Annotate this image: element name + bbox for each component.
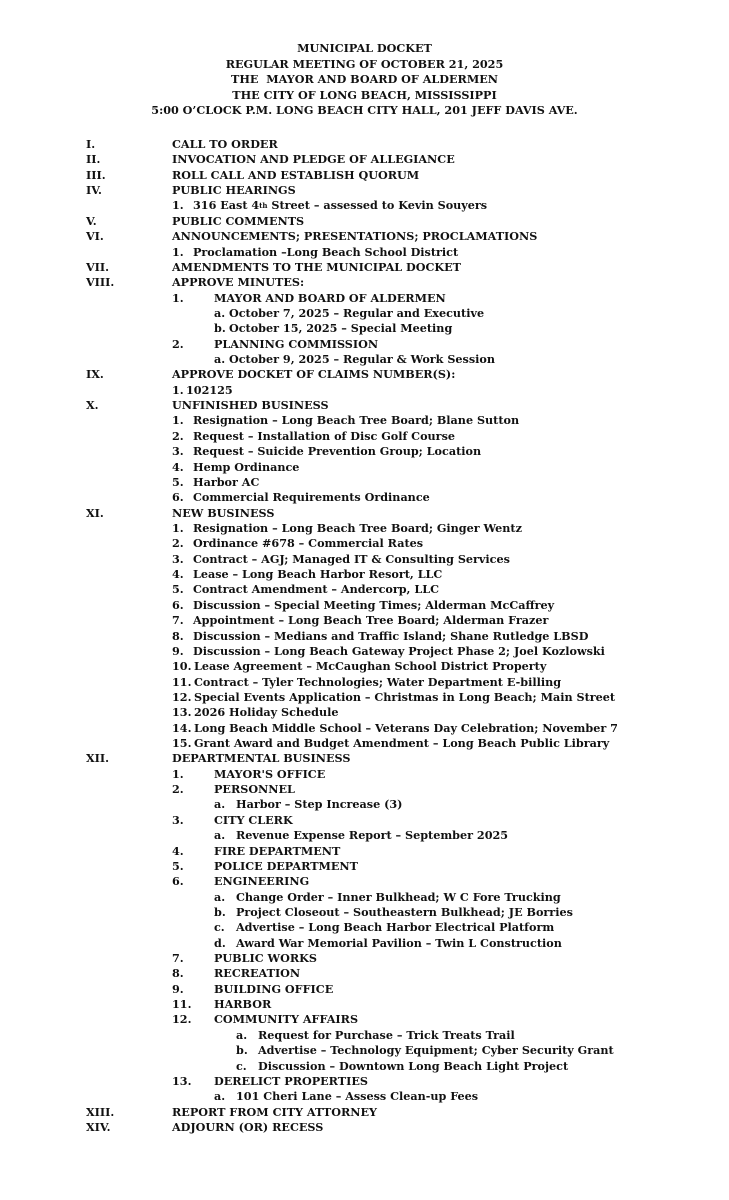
item-number: b. [236,1043,248,1058]
item-number: 4. [172,843,184,858]
agenda-item [0,874,729,889]
item-text: Hemp Ordinance [193,459,300,474]
section-numeral: XI. [86,505,104,520]
section-title: REPORT FROM CITY ATTORNEY [172,1104,378,1119]
agenda-section [0,275,729,290]
item-text: HARBOR [214,997,272,1012]
item-text: COMMUNITY AFFAIRS [214,1012,359,1027]
agenda-item [0,675,729,690]
agenda-item [0,321,729,336]
agenda-item [0,782,729,797]
section-title: PUBLIC HEARINGS [172,183,296,198]
item-text: POLICE DEPARTMENT [214,858,358,873]
item-number: 2. [172,536,184,551]
item-text: Harbor AC [193,474,260,489]
item-number: b. [214,904,226,919]
item-text: FIRE DEPARTMENT [214,843,341,858]
item-text: Change Order – Inner Bulkhead; W C Fore Trucking [236,889,561,904]
item-number: 12. [172,689,192,704]
item-number: 6. [172,490,184,505]
agenda-section [0,214,729,229]
agenda-item [0,567,729,582]
agenda-section [0,183,729,198]
item-text: Request – Installation of Disc Golf Course [193,428,455,443]
header-body: THE MAYOR AND BOARD OF ALDERMEN [231,72,498,86]
item-text: BUILDING OFFICE [214,981,334,996]
item-text: Advertise – Technology Equipment; Cyber Security Grant [258,1043,614,1058]
item-number: 5. [172,582,184,597]
section-title: ANNOUNCEMENTS; PRESENTATIONS; PROCLAMATIONS [172,229,538,244]
agenda-item [0,644,729,659]
docket-header [0,41,729,119]
agenda-item [0,521,729,536]
agenda-item [0,306,729,321]
item-number: 3. [172,551,184,566]
item-text: Contract – AGJ; Managed IT & Consulting Services [193,551,510,566]
agenda-section [0,506,729,521]
item-text: Discussion – Medians and Traffic Island; Shane Rutledge LBSD [193,628,589,643]
agenda-section [0,229,729,244]
agenda-section [0,751,729,766]
item-number: 1. [172,244,184,259]
item-text: Discussion – Special Meeting Times; Alderman McCaffrey [193,597,555,612]
section-numeral: I. [86,137,96,151]
item-number: a. [214,305,226,320]
agenda-item [0,444,729,459]
item-number: 13. [172,1073,192,1088]
item-text: Harbor – Step Increase (3) [236,797,403,812]
item-text: Proclamation –Long Beach School District [193,244,459,259]
agenda-item [0,613,729,628]
agenda-item [0,1012,729,1027]
item-number: 9. [172,981,184,996]
agenda-section [0,367,729,382]
item-number: c. [236,1058,247,1073]
item-text-suffix: Street – assessed to Kevin Souyers [267,198,488,213]
item-text: Resignation – Long Beach Tree Board; Ginger Wentz [193,520,522,535]
item-text: 2026 Holiday Schedule [194,705,339,720]
item-number: 4. [172,459,184,474]
section-numeral: VI. [86,229,104,244]
header-time-location: 5:00 O’CLOCK P.M. LONG BEACH CITY HALL, 201 JEFF DAVIS AVE. [151,103,578,117]
agenda-section [0,137,729,152]
section-numeral: VII. [86,259,110,274]
item-text: Award War Memorial Pavilion – Twin L Construction [236,935,562,950]
item-text: RECREATION [214,966,301,981]
agenda-item [0,859,729,874]
agenda-item [0,905,729,920]
item-number: a. [214,797,226,812]
section-title: CALL TO ORDER [172,137,278,151]
header-title: MUNICIPAL DOCKET [297,41,432,55]
section-numeral: III. [86,167,106,182]
item-text: 102125 [186,382,233,397]
agenda-item [0,890,729,905]
agenda-section [0,260,729,275]
item-number: 10. [172,659,192,674]
agenda-item [0,951,729,966]
item-text: Revenue Expense Report – September 2025 [236,828,509,843]
item-text: CITY CLERK [214,812,293,827]
item-text: October 9, 2025 – Regular & Work Session [229,352,495,367]
item-number: 12. [172,1012,192,1027]
item-number: 5. [172,858,184,873]
item-number: a. [214,352,226,367]
item-number: 13. [172,705,192,720]
agenda-item [0,337,729,352]
agenda-item [0,844,729,859]
section-title: ROLL CALL AND ESTABLISH QUORUM [172,167,420,182]
agenda-item [0,828,729,843]
agenda-item [0,705,729,720]
item-number: a. [236,1027,248,1042]
item-number: c. [214,920,225,935]
agenda-section [0,168,729,183]
agenda-item [0,291,729,306]
section-title: APPROVE MINUTES: [172,275,305,290]
section-title: UNFINISHED BUSINESS [172,398,329,413]
agenda-item [0,536,729,551]
item-text: PLANNING COMMISSION [214,336,379,351]
item-number: 2. [172,428,184,443]
section-title: ADJOURN (OR) RECESS [172,1120,324,1134]
agenda-item [0,383,729,398]
agenda-item [0,629,729,644]
item-number: 1. [172,766,184,781]
item-text: PERSONNEL [214,782,295,797]
item-number: a. [214,1089,226,1104]
agenda-item [0,582,729,597]
item-text: Lease Agreement – McCaughan School District Property [194,659,547,674]
section-title: AMENDMENTS TO THE MUNICIPAL DOCKET [172,259,461,274]
agenda-item [0,1074,729,1089]
agenda-item [0,352,729,367]
section-numeral: IV. [86,183,102,198]
item-number: 1. [172,382,184,397]
item-text: Long Beach Middle School – Veterans Day Celebration; November 7 [194,720,618,735]
item-number: 3. [172,444,184,459]
item-text: October 7, 2025 – Regular and Executive [229,305,485,320]
item-number: d. [214,935,226,950]
section-numeral: XIV. [86,1120,111,1134]
section-numeral: XII. [86,751,110,766]
agenda-item [0,598,729,613]
agenda-item [0,1043,729,1058]
agenda-item [0,736,729,751]
item-number: 2. [172,336,184,351]
item-number: 1. [172,520,184,535]
item-number: a. [214,889,226,904]
agenda-item [0,966,729,981]
item-number: 1. [172,290,184,305]
item-text: Lease – Long Beach Harbor Resort, LLC [193,567,443,582]
item-text: Grant Award and Budget Amendment – Long Beach Public Library [194,736,610,751]
agenda-section [0,1105,729,1120]
item-number: b. [214,321,226,336]
item-text-prefix: 316 East 4 [193,198,260,213]
item-text: MAYOR'S OFFICE [214,766,326,781]
item-text: Resignation – Long Beach Tree Board; Blane Sutton [193,413,520,428]
agenda-item [0,690,729,705]
header-city: THE CITY OF LONG BEACH, MISSISSIPPI [232,87,497,102]
agenda-item [0,813,729,828]
item-number: 15. [172,736,192,751]
item-number: 4. [172,567,184,582]
section-numeral: X. [86,398,99,413]
item-text: Ordinance #678 – Commercial Rates [193,536,424,551]
section-title: DEPARTMENTAL BUSINESS [172,751,351,766]
agenda-item [0,460,729,475]
item-number: 9. [172,643,184,658]
item-text: PUBLIC WORKS [214,951,317,966]
item-text: Request for Purchase – Trick Treats Trail [258,1027,515,1042]
agenda-section [0,152,729,167]
agenda-item [0,936,729,951]
item-number: 6. [172,597,184,612]
agenda-item [0,413,729,428]
item-text: ENGINEERING [214,874,310,889]
agenda-item [0,797,729,812]
agenda-item [0,1089,729,1104]
item-text: Discussion – Long Beach Gateway Project Phase 2; Joel Kozlowski [193,643,605,658]
item-number: 8. [172,628,184,643]
ordinal-superscript: th [259,201,268,211]
item-text [193,198,487,213]
item-text: Project Closeout – Southeastern Bulkhead; JE Borries [236,904,573,919]
item-number: 5. [172,474,184,489]
section-numeral: XIII. [86,1104,115,1119]
item-text: Commercial Requirements Ordinance [193,490,430,505]
item-text: Contract – Tyler Technologies; Water Department E-billing [194,674,562,689]
item-number: 8. [172,966,184,981]
section-title: APPROVE DOCKET OF CLAIMS NUMBER(S): [172,367,456,382]
item-text: Appointment – Long Beach Tree Board; Alderman Frazer [193,613,549,628]
item-text: October 15, 2025 – Special Meeting [229,321,453,336]
item-number: 3. [172,812,184,827]
agenda-item [0,1028,729,1043]
agenda-section [0,1120,729,1135]
agenda-section [0,398,729,413]
item-text: Contract Amendment – Andercorp, LLC [193,582,439,597]
agenda-item [0,1059,729,1074]
item-text: Discussion – Downtown Long Beach Light Project [258,1058,569,1073]
item-text: Advertise – Long Beach Harbor Electrical Platform [236,920,555,935]
agenda-item [0,659,729,674]
section-title: INVOCATION AND PLEDGE OF ALLEGIANCE [172,152,455,167]
section-title: NEW BUSINESS [172,505,275,520]
section-numeral: IX. [86,367,104,382]
item-number: 14. [172,720,192,735]
agenda-item [0,475,729,490]
agenda-item [0,997,729,1012]
section-numeral: VIII. [86,275,115,290]
agenda-item [0,245,729,260]
item-number: 11. [172,674,192,689]
section-title: PUBLIC COMMENTS [172,213,305,228]
section-numeral: V. [86,213,97,228]
item-text: Request – Suicide Prevention Group; Location [193,444,482,459]
item-number: 6. [172,874,184,889]
item-text: Special Events Application – Christmas in Long Beach; Main Street [194,689,616,704]
agenda-item [0,429,729,444]
agenda-item [0,982,729,997]
item-text: DERELICT PROPERTIES [214,1073,368,1088]
item-number: 1. [172,413,184,428]
item-number: a. [214,828,226,843]
item-number: 7. [172,613,184,628]
header-meeting-date: REGULAR MEETING OF OCTOBER 21, 2025 [225,56,504,71]
item-number: 7. [172,951,184,966]
item-text: 101 Cheri Lane – Assess Clean-up Fees [236,1089,479,1104]
agenda-item [0,920,729,935]
item-number: 1. [172,198,184,213]
agenda-item [0,767,729,782]
agenda-item [0,490,729,505]
section-numeral: II. [86,152,101,167]
item-number: 11. [172,997,192,1012]
agenda-item [0,552,729,567]
agenda-item [0,721,729,736]
item-number: 2. [172,782,184,797]
agenda-list [0,137,729,1135]
agenda-item [0,198,729,213]
item-text: MAYOR AND BOARD OF ALDERMEN [214,290,446,305]
